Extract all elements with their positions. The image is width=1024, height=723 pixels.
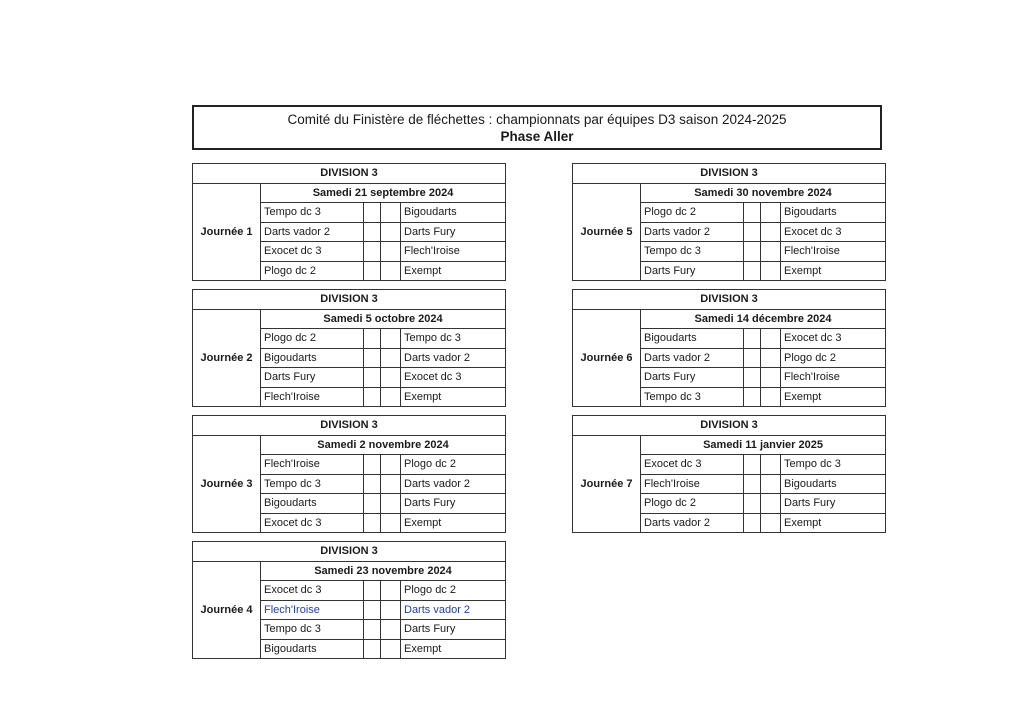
schedule-table-journee-1 <box>192 163 506 281</box>
home-team: Tempo dc 3 <box>261 620 364 640</box>
home-team: Exocet dc 3 <box>641 455 744 475</box>
division-title: DIVISION 3 <box>573 290 886 310</box>
division-title: DIVISION 3 <box>193 164 506 184</box>
home-score-cell <box>364 222 381 242</box>
home-score-cell <box>744 455 761 475</box>
home-team: Flech'Iroise <box>641 474 744 494</box>
away-team: Exocet dc 3 <box>781 329 886 349</box>
home-score-cell <box>744 513 761 533</box>
home-team: Plogo dc 2 <box>261 329 364 349</box>
home-team: Exocet dc 3 <box>261 242 364 262</box>
match-date: Samedi 11 janvier 2025 <box>641 435 886 455</box>
home-team: Darts Fury <box>641 368 744 388</box>
away-team: Bigoudarts <box>781 474 886 494</box>
away-score-cell <box>381 329 401 349</box>
home-score-cell <box>364 474 381 494</box>
away-score-cell <box>381 261 401 281</box>
schedule-table-journee-4 <box>192 541 506 659</box>
away-team: Exempt <box>401 261 506 281</box>
home-score-cell <box>364 620 381 640</box>
away-score-cell <box>761 494 781 514</box>
away-team: Tempo dc 3 <box>781 455 886 475</box>
match-date: Samedi 23 novembre 2024 <box>261 561 506 581</box>
schedule-table-journee-2 <box>192 289 506 407</box>
away-score-cell <box>761 387 781 407</box>
home-score-cell <box>364 581 381 601</box>
home-team: Darts vador 2 <box>641 513 744 533</box>
away-score-cell <box>761 242 781 262</box>
away-team: Exocet dc 3 <box>781 222 886 242</box>
home-team: Bigoudarts <box>261 494 364 514</box>
away-team: Exempt <box>401 639 506 659</box>
document-header <box>192 105 882 150</box>
journee-label: Journée 3 <box>193 435 261 533</box>
home-score-cell <box>744 242 761 262</box>
home-team: Bigoudarts <box>261 639 364 659</box>
schedule-table-journee-6 <box>572 289 886 407</box>
away-team: Exempt <box>401 387 506 407</box>
away-score-cell <box>761 261 781 281</box>
journee-label: Journée 7 <box>573 435 641 533</box>
home-score-cell <box>744 203 761 223</box>
away-team: Darts vador 2 <box>401 474 506 494</box>
away-team: Exempt <box>781 387 886 407</box>
home-team: Darts Fury <box>641 261 744 281</box>
away-score-cell <box>381 474 401 494</box>
home-team: Tempo dc 3 <box>261 203 364 223</box>
away-team: Darts Fury <box>401 620 506 640</box>
journee-label: Journée 6 <box>573 309 641 407</box>
away-team: Exempt <box>781 261 886 281</box>
journee-label: Journée 2 <box>193 309 261 407</box>
schedule-table-journee-3 <box>192 415 506 533</box>
match-date: Samedi 30 novembre 2024 <box>641 183 886 203</box>
home-team: Plogo dc 2 <box>261 261 364 281</box>
away-team: Darts Fury <box>401 222 506 242</box>
home-score-cell <box>744 329 761 349</box>
home-team: Darts vador 2 <box>261 222 364 242</box>
away-score-cell <box>381 348 401 368</box>
home-team: Exocet dc 3 <box>261 581 364 601</box>
away-team: Tempo dc 3 <box>401 329 506 349</box>
away-team: Plogo dc 2 <box>401 455 506 475</box>
away-score-cell <box>761 203 781 223</box>
home-score-cell <box>364 368 381 388</box>
away-team: Flech'Iroise <box>781 368 886 388</box>
journee-label: Journée 4 <box>193 561 261 659</box>
division-title: DIVISION 3 <box>193 290 506 310</box>
away-team: Plogo dc 2 <box>401 581 506 601</box>
away-team: Exempt <box>781 513 886 533</box>
away-team: Bigoudarts <box>401 203 506 223</box>
home-team: Flech'Iroise <box>261 387 364 407</box>
match-date: Samedi 2 novembre 2024 <box>261 435 506 455</box>
journee-label: Journée 1 <box>193 183 261 281</box>
home-score-cell <box>364 387 381 407</box>
away-team: Flech'Iroise <box>401 242 506 262</box>
home-score-cell <box>364 494 381 514</box>
away-team: Darts vador 2 <box>401 348 506 368</box>
home-team: Darts vador 2 <box>641 222 744 242</box>
home-score-cell <box>364 203 381 223</box>
division-title: DIVISION 3 <box>573 164 886 184</box>
away-score-cell <box>381 222 401 242</box>
home-team: Plogo dc 2 <box>641 203 744 223</box>
schedule-table-journee-7 <box>572 415 886 533</box>
away-score-cell <box>761 222 781 242</box>
away-score-cell <box>381 600 401 620</box>
away-team: Exempt <box>401 513 506 533</box>
document-title: Comité du Finistère de fléchettes : championnats par équipes D3 saison 2024-2025 <box>287 111 787 127</box>
home-team: Darts Fury <box>261 368 364 388</box>
away-score-cell <box>381 387 401 407</box>
away-score-cell <box>381 455 401 475</box>
division-title: DIVISION 3 <box>193 416 506 436</box>
home-score-cell <box>364 329 381 349</box>
home-score-cell <box>744 222 761 242</box>
match-date: Samedi 21 septembre 2024 <box>261 183 506 203</box>
away-team: Darts Fury <box>781 494 886 514</box>
home-score-cell <box>364 513 381 533</box>
away-score-cell <box>381 242 401 262</box>
phase-title: Phase Aller <box>500 128 574 144</box>
away-score-cell <box>381 620 401 640</box>
home-score-cell <box>744 387 761 407</box>
home-score-cell <box>364 242 381 262</box>
away-score-cell <box>381 494 401 514</box>
division-title: DIVISION 3 <box>193 542 506 562</box>
home-score-cell <box>364 348 381 368</box>
home-score-cell <box>744 261 761 281</box>
away-team: Flech'Iroise <box>781 242 886 262</box>
away-score-cell <box>761 455 781 475</box>
match-date: Samedi 5 octobre 2024 <box>261 309 506 329</box>
home-team: Flech'Iroise <box>261 455 364 475</box>
journee-label: Journée 5 <box>573 183 641 281</box>
away-team: Exocet dc 3 <box>401 368 506 388</box>
home-team: Bigoudarts <box>261 348 364 368</box>
home-team: Darts vador 2 <box>641 348 744 368</box>
division-title: DIVISION 3 <box>573 416 886 436</box>
away-score-cell <box>381 203 401 223</box>
home-score-cell <box>744 368 761 388</box>
away-score-cell <box>381 581 401 601</box>
away-score-cell <box>381 639 401 659</box>
away-score-cell <box>761 474 781 494</box>
home-team: Flech'Iroise <box>261 600 364 620</box>
away-score-cell <box>761 513 781 533</box>
away-score-cell <box>761 368 781 388</box>
home-team: Tempo dc 3 <box>641 242 744 262</box>
home-score-cell <box>744 474 761 494</box>
away-team: Plogo dc 2 <box>781 348 886 368</box>
home-score-cell <box>364 261 381 281</box>
home-team: Plogo dc 2 <box>641 494 744 514</box>
home-score-cell <box>744 494 761 514</box>
away-score-cell <box>761 348 781 368</box>
home-team: Tempo dc 3 <box>261 474 364 494</box>
home-score-cell <box>364 639 381 659</box>
away-score-cell <box>381 513 401 533</box>
match-date: Samedi 14 décembre 2024 <box>641 309 886 329</box>
home-team: Tempo dc 3 <box>641 387 744 407</box>
home-team: Bigoudarts <box>641 329 744 349</box>
away-score-cell <box>761 329 781 349</box>
away-team: Darts vador 2 <box>401 600 506 620</box>
away-team: Darts Fury <box>401 494 506 514</box>
home-score-cell <box>364 455 381 475</box>
away-team: Bigoudarts <box>781 203 886 223</box>
away-score-cell <box>381 368 401 388</box>
home-score-cell <box>744 348 761 368</box>
home-score-cell <box>364 600 381 620</box>
home-team: Exocet dc 3 <box>261 513 364 533</box>
schedule-table-journee-5 <box>572 163 886 281</box>
